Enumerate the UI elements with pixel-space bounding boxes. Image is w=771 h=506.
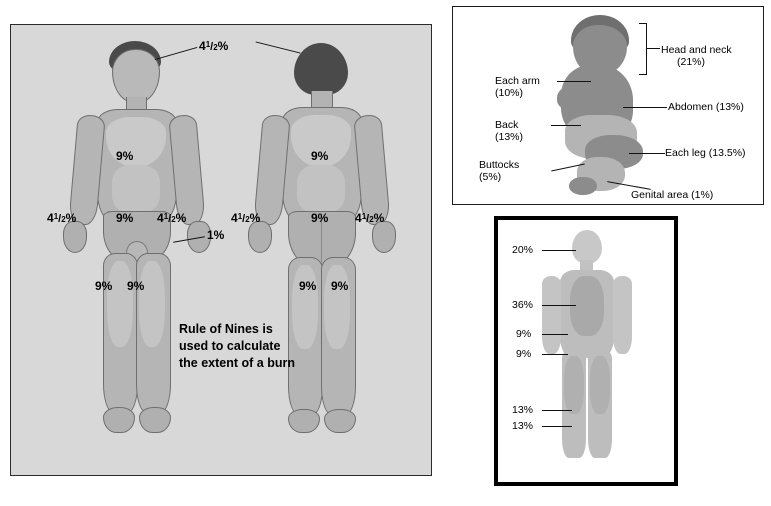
- label-leg-left-9: 9%: [95, 279, 113, 293]
- label-abdomen: Abdomen (13%): [668, 101, 744, 113]
- abdomen-region: [112, 165, 160, 213]
- leader-child-head: [542, 250, 576, 251]
- label-abdomen-9: 9%: [116, 211, 134, 225]
- label-head-and-neck-line2: (21%): [677, 56, 706, 68]
- infant-foot: [569, 177, 597, 195]
- thigh-left-region: [107, 261, 133, 347]
- leader-back: [551, 125, 581, 126]
- thigh-right-region: [139, 261, 165, 347]
- label-buttocks-line1: Buttocks: [479, 159, 520, 171]
- label-buttocks: [479, 159, 519, 183]
- leader-abdomen: [623, 107, 667, 108]
- infant-arm: [557, 85, 593, 111]
- label-upper-back-9: 9%: [311, 149, 329, 163]
- leader-child-arm-upper: [542, 334, 568, 335]
- child-thigh-left-region: [564, 356, 584, 414]
- head-shape: [112, 49, 160, 103]
- label-back-line2: (13%): [495, 131, 524, 143]
- label-arm-right-percent: 41/2%: [157, 211, 187, 225]
- hand-left-shape-posterior: [248, 221, 272, 253]
- hand-left-shape: [63, 221, 87, 253]
- label-head-and-neck: [661, 44, 732, 68]
- leader-head-posterior: [256, 41, 301, 53]
- label-child-arm-lower: 9%: [516, 348, 532, 360]
- panel-child: [494, 216, 678, 486]
- label-arm-left-percent-posterior: 41/2%: [231, 211, 261, 225]
- foot-left-shape: [103, 407, 135, 433]
- foot-right-shape: [139, 407, 171, 433]
- label-buttocks-line2: (5%): [479, 171, 502, 183]
- label-head-and-neck-line1: Head and neck: [661, 44, 732, 56]
- lower-back-region: [297, 165, 345, 213]
- foot-left-shape-posterior: [288, 409, 320, 433]
- label-genital-1: 1%: [207, 228, 225, 242]
- label-leg-left-9-posterior: 9%: [299, 279, 317, 293]
- child-head: [572, 230, 602, 264]
- leader-child-trunk: [542, 305, 576, 306]
- label-arm-right-percent-posterior: 41/2%: [355, 211, 385, 225]
- thigh-left-region-posterior: [292, 265, 318, 349]
- leader-each-arm: [557, 81, 591, 82]
- label-back-line1: Back: [495, 119, 519, 131]
- label-each-arm-line2: (10%): [495, 87, 524, 99]
- leader-each-leg: [629, 153, 665, 154]
- panel-infant: [452, 6, 764, 205]
- label-lower-back-9: 9%: [311, 211, 329, 225]
- label-genital-area: Genital area (1%): [631, 189, 714, 201]
- label-child-arm-upper: 9%: [516, 328, 532, 340]
- leader-child-arm-lower: [542, 354, 568, 355]
- panel-adult-rule-of-nines: [10, 24, 432, 476]
- caption-line-1: Rule of Nines is: [179, 322, 273, 336]
- leader-child-leg-lower: [542, 426, 572, 427]
- label-child-leg-upper: 13%: [512, 404, 534, 416]
- hand-right-shape-posterior: [372, 221, 396, 253]
- leader-child-leg-upper: [542, 410, 572, 411]
- child-arm-left: [542, 276, 561, 354]
- child-back-region: [570, 276, 604, 336]
- label-each-arm-line1: Each arm: [495, 75, 540, 87]
- label-leg-right-9-posterior: 9%: [331, 279, 349, 293]
- label-child-leg-lower: 13%: [512, 420, 534, 432]
- label-head-percent: 41/2%: [199, 39, 229, 53]
- leader-head-anterior: [155, 47, 198, 60]
- bracket-head-neck: [639, 23, 647, 75]
- leader-head-neck: [646, 48, 660, 49]
- child-thigh-right-region: [590, 356, 610, 414]
- label-each-arm: [495, 75, 540, 99]
- foot-right-shape-posterior: [324, 409, 356, 433]
- label-child-head: 20%: [512, 244, 534, 256]
- child-arm-right: [613, 276, 632, 354]
- label-each-leg: Each leg (13.5%): [665, 147, 746, 159]
- caption-line-3: the extent of a burn: [179, 356, 295, 370]
- label-child-trunk: 36%: [512, 299, 534, 311]
- gluteal-cleft-line: [321, 221, 322, 265]
- label-arm-left-percent: 41/2%: [47, 211, 77, 225]
- caption-line-2: used to calculate: [179, 339, 281, 353]
- thigh-right-region-posterior: [324, 265, 350, 349]
- label-chest-9: 9%: [116, 149, 134, 163]
- label-leg-right-9: 9%: [127, 279, 145, 293]
- label-back: [495, 119, 523, 143]
- hair-shape-posterior: [294, 43, 348, 95]
